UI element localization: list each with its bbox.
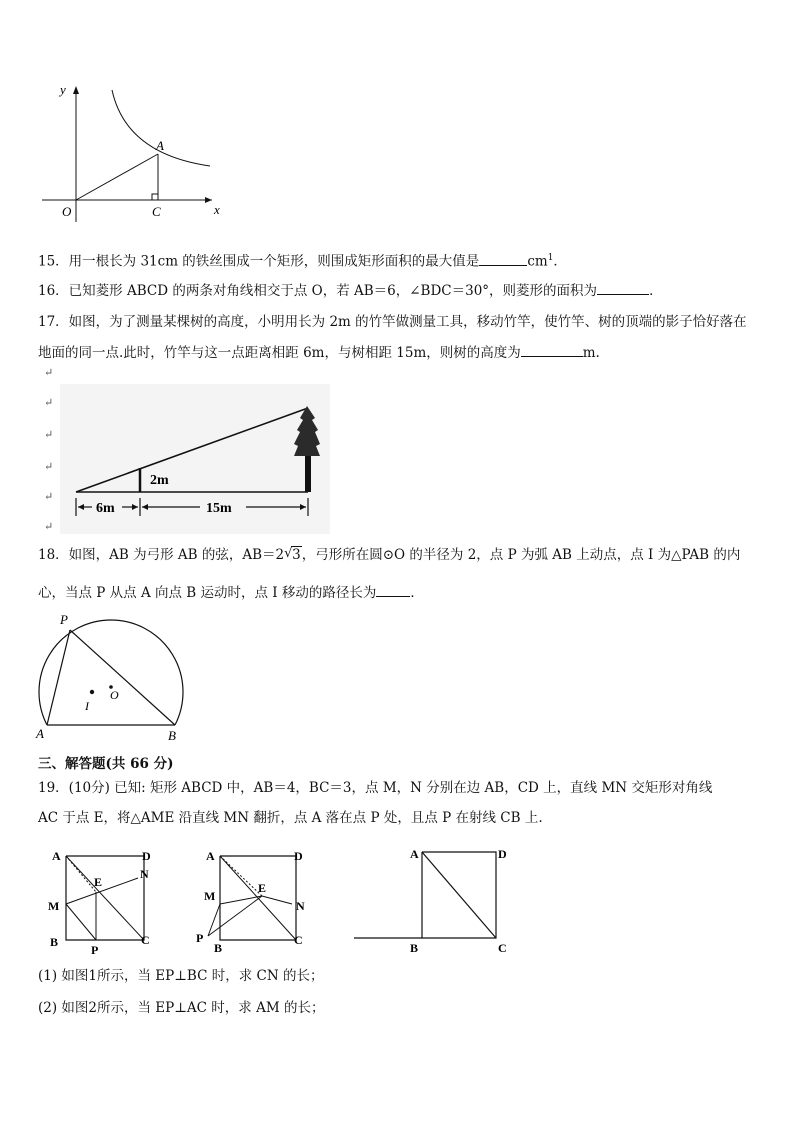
- point-b-label: B: [168, 728, 176, 743]
- fold-dashed-line: [220, 856, 262, 896]
- point-a-label: A: [156, 138, 164, 153]
- q18-text-b: ，弓形所在圆⊙O 的半径为 2，点 P 为弧 AB 上动点，点 I 为△PAB 的内: [301, 547, 741, 563]
- q18-text-a: 18．如图，AB 为弓形 AB 的弦，AB＝2: [38, 547, 285, 563]
- question-19-sub1: (1) 如图1所示，当 EP⊥BC 时，求 CN 的长；: [38, 968, 324, 984]
- diagonal-ac: [66, 856, 144, 940]
- label-n: N: [140, 867, 149, 881]
- label-e: E: [94, 875, 103, 889]
- question-19-sub2: (2) 如图2所示，当 EP⊥AC 时，求 AM 的长；: [38, 1000, 325, 1016]
- circle-arc: [39, 620, 183, 725]
- incenter-point: [90, 690, 94, 694]
- para-mark: ↵: [44, 490, 54, 503]
- figure-19-3: [350, 842, 520, 957]
- segment-me: [220, 896, 262, 904]
- para-mark: ↵: [44, 396, 54, 409]
- q17-text: 地面的同一点.此时，竹竿与这一点距离相距 6m，与树相距 15m，则树的高度为: [38, 345, 521, 361]
- segment-pa: [47, 630, 70, 725]
- x-axis-label: x: [214, 202, 220, 217]
- x-axis-arrow: [205, 197, 212, 203]
- label-c: C: [498, 941, 507, 955]
- right-angle-mark: [152, 194, 158, 200]
- label-a: A: [410, 847, 419, 861]
- segment-mp: [66, 904, 96, 940]
- q17-answer-blank[interactable]: [521, 342, 583, 357]
- q15-unit: cm: [527, 253, 548, 270]
- label-b: B: [214, 941, 223, 955]
- para-mark: ↵: [44, 460, 54, 473]
- label-d: D: [498, 847, 507, 861]
- label-d: D: [294, 849, 303, 863]
- q18-sqrt-number: 3: [292, 547, 301, 563]
- shadow-length-label: 6m: [96, 501, 115, 516]
- point-p-label: P: [60, 612, 68, 627]
- segment-en: [262, 896, 292, 904]
- label-m: M: [48, 899, 60, 913]
- q15-unit-sup: 1: [547, 253, 554, 263]
- q15-end: ．: [553, 253, 567, 270]
- label-c: C: [294, 933, 303, 947]
- label-p: P: [196, 931, 204, 945]
- q18-answer-blank[interactable]: [376, 582, 410, 597]
- q18-text-c: 心，当点 P 从点 A 向点 B 运动时，点 I 移动的路径长为: [38, 585, 377, 601]
- point-a-label: A: [36, 726, 44, 741]
- question-17-line1: 17．如图，为了测量某棵树的高度，小明用长为 2m 的竹竿做测量工具，移动竹竿，使竹竿、树的顶端的影子恰好落在: [38, 314, 747, 330]
- q18-sqrt: [284, 545, 302, 565]
- tree-distance-label: 15m: [206, 501, 232, 516]
- q16-answer-blank[interactable]: [597, 280, 649, 295]
- label-b: B: [410, 941, 419, 955]
- tree-shadow-figure: [60, 384, 330, 534]
- segment-oa: [76, 154, 158, 200]
- label-e: E: [258, 881, 267, 895]
- label-a: A: [206, 849, 215, 863]
- point-o-label: O: [110, 688, 119, 702]
- section-title: 三、解答题(共 66 分): [38, 756, 174, 772]
- q18-end: ．: [410, 585, 424, 601]
- question-19-line1: 19．(10分) 已知: 矩形 ABCD 中，AB＝4，BC＝3，点 M，N 分别在边 AB，CD 上，直线 MN 交矩形对角线: [38, 780, 713, 796]
- label-c: C: [141, 933, 150, 947]
- segment-pe: [208, 896, 262, 936]
- question-18-line2: [38, 582, 758, 603]
- circle-figure: [30, 610, 200, 745]
- figure-19-1: [40, 842, 160, 957]
- label-d: D: [142, 849, 151, 863]
- question-15: [38, 248, 758, 272]
- sqrt-sign-icon: √: [284, 546, 293, 561]
- q16-end: ．: [649, 283, 663, 299]
- para-mark: ↵: [44, 366, 54, 379]
- hyperbola-figure: [30, 82, 230, 222]
- para-mark: ↵: [44, 520, 54, 533]
- q17-end: m.: [582, 345, 600, 361]
- pole-height-label: 2m: [150, 473, 169, 488]
- point-i-label: I: [85, 699, 89, 713]
- label-a: A: [52, 849, 61, 863]
- label-m: M: [204, 889, 216, 903]
- label-b: B: [50, 935, 59, 949]
- diagonal-ac: [220, 856, 296, 940]
- question-16: [38, 280, 758, 301]
- q16-text: 16．已知菱形 ABCD 的两条对角线相交于点 O，若 AB＝6，∠BDC＝30°，则菱形的面积为: [38, 283, 598, 299]
- y-axis-arrow: [73, 86, 79, 94]
- figure-19-2: [192, 842, 322, 957]
- q15-answer-blank[interactable]: [479, 251, 527, 266]
- label-p: P: [91, 943, 99, 957]
- hyperbola-curve: [112, 90, 210, 166]
- label-n: N: [296, 899, 305, 913]
- point-c-label: C: [152, 204, 161, 219]
- question-18-line1: [38, 545, 758, 565]
- question-19-line2: AC 于点 E，将△AME 沿直线 MN 翻折，点 A 落在点 P 处，且点 P 在射线 CB 上.: [38, 810, 543, 826]
- para-mark: ↵: [44, 428, 54, 441]
- origin-label: O: [62, 204, 72, 219]
- q15-text: 15．用一根长为 31cm 的铁丝围成一个矩形，则围成矩形面积的最大值是: [38, 253, 480, 270]
- y-axis-label: y: [60, 82, 66, 97]
- diagonal-ac: [422, 852, 496, 938]
- question-17-line2: [38, 342, 758, 363]
